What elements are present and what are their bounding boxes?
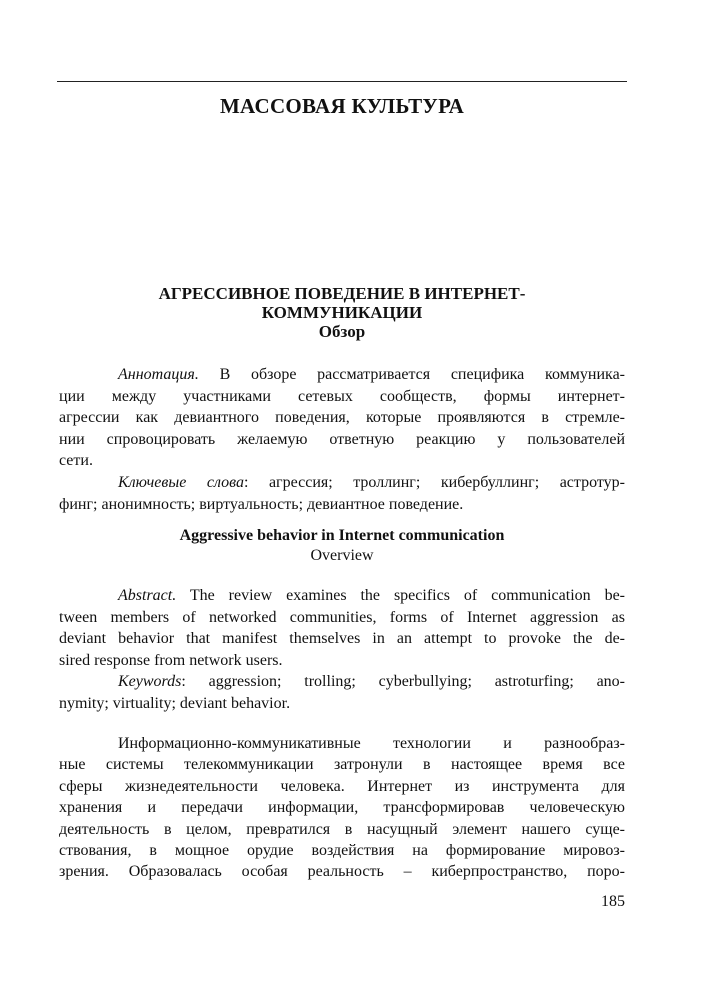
annotation-ru-line: нии спровоцировать желаемую ответную реакцию у пользователей <box>59 430 625 448</box>
keywords-en-label: Keywords <box>118 673 182 691</box>
body-line: ные системы телекоммуникации затронули в настоящее время все <box>59 756 625 774</box>
abstract-en-line: sired response from network users. <box>59 651 283 669</box>
abstract-en-line: deviant behavior that manifest themselves in an attempt to provoke the de- <box>59 630 625 648</box>
keywords-en-line: Keywords: aggression; trolling; cyberbullying; astroturfing; ano- <box>118 673 625 691</box>
article-subtitle: Обзор <box>318 322 366 341</box>
annotation-ru <box>59 364 625 515</box>
annotation-ru-line: Аннотация. В обзоре рассматривается специфика коммуника- <box>118 366 625 383</box>
annotation-ru-line: сети. <box>59 452 93 470</box>
article-title-line-1: АГРЕССИВНОЕ ПОВЕДЕНИЕ В ИНТЕРНЕТ- <box>158 284 526 303</box>
annotation-ru-line: ции между участниками сетевых сообществ, формы интернет- <box>59 387 625 405</box>
body-text <box>59 733 625 883</box>
header-rule <box>57 81 627 82</box>
english-title: Aggressive behavior in Internet communication <box>179 527 505 544</box>
article-title <box>57 284 627 341</box>
section-title: МАССОВАЯ КУЛЬТУРА <box>219 94 465 118</box>
keywords-ru-line: финг; анонимность; виртуальность; девиантное поведение. <box>59 495 464 513</box>
article-title-line-2: КОММУНИКАЦИИ <box>261 303 423 322</box>
abstract-en-line: tween members of networked communities, forms of Internet aggression as <box>59 608 625 626</box>
english-title-block <box>57 526 627 566</box>
body-line: хранения и передачи информации, трансформировав человеческую <box>59 799 625 817</box>
annotation-ru-line: агрессии как девиантного поведения, которые проявляются в стремле- <box>59 409 625 427</box>
abstract-en-label: Abstract. <box>118 587 177 604</box>
english-subtitle: Overview <box>310 547 374 564</box>
body-line: деятельность в целом, превратился в насущный элемент нашего суще- <box>59 820 625 838</box>
annotation-ru-label: Аннотация. <box>118 366 199 383</box>
abstract-en-line: Abstract. The review examines the specifics of communication be- <box>118 587 625 604</box>
body-line: Информационно-коммуникативные технологии и разнообраз- <box>118 735 625 752</box>
body-line: сферы жизнедеятельности человека. Интернет из инструмента для <box>59 777 625 795</box>
body-line: ствования, в мощное орудие воздействия на формирование мировоз- <box>59 842 625 860</box>
keywords-ru-label: Ключевые слова <box>118 473 244 491</box>
abstract-en <box>59 585 625 715</box>
body-line: зрения. Образовалась особая реальность – киберпространство, поро- <box>59 863 625 881</box>
keywords-ru-line: Ключевые слова: агрессия; троллинг; кибербуллинг; астротур- <box>118 473 625 491</box>
page-number: 185 <box>601 893 625 910</box>
keywords-en-line: nymity; virtuality; deviant behavior. <box>59 694 291 712</box>
